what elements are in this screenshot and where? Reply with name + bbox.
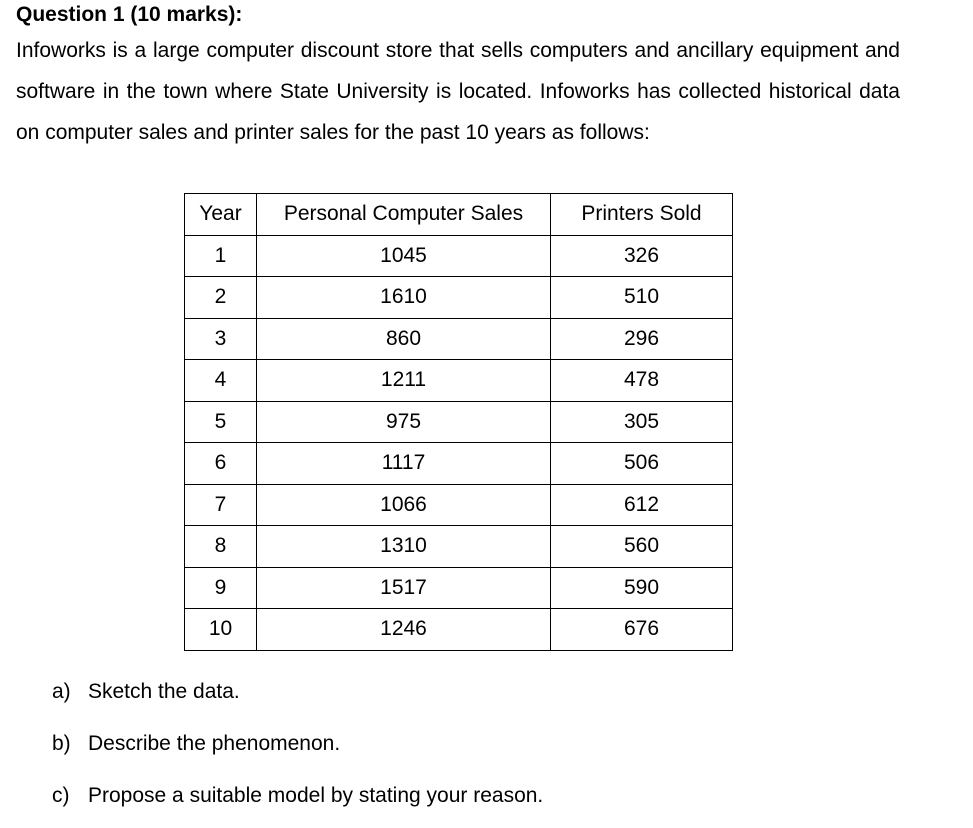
cell-printers-sold: 296	[551, 318, 733, 360]
table-header-row	[185, 194, 733, 236]
cell-year: 10	[185, 609, 257, 651]
header-printers-sold: Printers Sold	[551, 194, 733, 236]
cell-printers-sold: 560	[551, 526, 733, 568]
cell-pc-sales: 1211	[257, 360, 551, 402]
cell-printers-sold: 590	[551, 567, 733, 609]
sales-table	[184, 193, 733, 651]
question-part-text: Sketch the data.	[88, 680, 240, 703]
question-part	[52, 672, 543, 724]
header-pc-sales: Personal Computer Sales	[257, 194, 551, 236]
table-row	[185, 401, 733, 443]
cell-year: 3	[185, 318, 257, 360]
cell-pc-sales: 1045	[257, 235, 551, 277]
table-row	[185, 484, 733, 526]
cell-year: 7	[185, 484, 257, 526]
question-paragraph: Infoworks is a large computer discount store that sells computers and ancillary equipment and software in the town where State University is located. Infoworks has collected historical data on computer sales and printer sales for the past 10 years as follows:	[16, 39, 900, 144]
question-part-label: c)	[52, 784, 70, 807]
question-part-label: a)	[52, 680, 71, 703]
cell-year: 6	[185, 443, 257, 485]
cell-year: 2	[185, 277, 257, 319]
cell-printers-sold: 506	[551, 443, 733, 485]
table-row	[185, 277, 733, 319]
cell-year: 5	[185, 401, 257, 443]
cell-pc-sales: 1517	[257, 567, 551, 609]
table-row	[185, 443, 733, 485]
cell-pc-sales: 1610	[257, 277, 551, 319]
cell-year: 9	[185, 567, 257, 609]
question-part-text: Propose a suitable model by stating your reason.	[88, 784, 544, 807]
table-row	[185, 567, 733, 609]
question-part-text: Describe the phenomenon.	[88, 732, 341, 755]
cell-pc-sales: 1066	[257, 484, 551, 526]
cell-printers-sold: 326	[551, 235, 733, 277]
cell-printers-sold: 612	[551, 484, 733, 526]
cell-printers-sold: 478	[551, 360, 733, 402]
table-row	[185, 318, 733, 360]
cell-printers-sold: 510	[551, 277, 733, 319]
table-row	[185, 360, 733, 402]
table-row	[185, 609, 733, 651]
cell-printers-sold: 676	[551, 609, 733, 651]
question-part-label: b)	[52, 732, 71, 755]
table-row	[185, 526, 733, 568]
sales-table-container	[184, 193, 733, 651]
question-parts-list	[52, 672, 543, 828]
cell-printers-sold: 305	[551, 401, 733, 443]
cell-pc-sales: 1310	[257, 526, 551, 568]
question-heading: Question 1 (10 marks):	[16, 3, 243, 26]
cell-year: 8	[185, 526, 257, 568]
cell-pc-sales: 975	[257, 401, 551, 443]
cell-year: 1	[185, 235, 257, 277]
question-part	[52, 724, 543, 776]
question-part	[52, 776, 543, 828]
header-year: Year	[185, 194, 257, 236]
table-row	[185, 235, 733, 277]
cell-pc-sales: 1246	[257, 609, 551, 651]
cell-pc-sales: 1117	[257, 443, 551, 485]
cell-year: 4	[185, 360, 257, 402]
table-body	[185, 235, 733, 650]
cell-pc-sales: 860	[257, 318, 551, 360]
